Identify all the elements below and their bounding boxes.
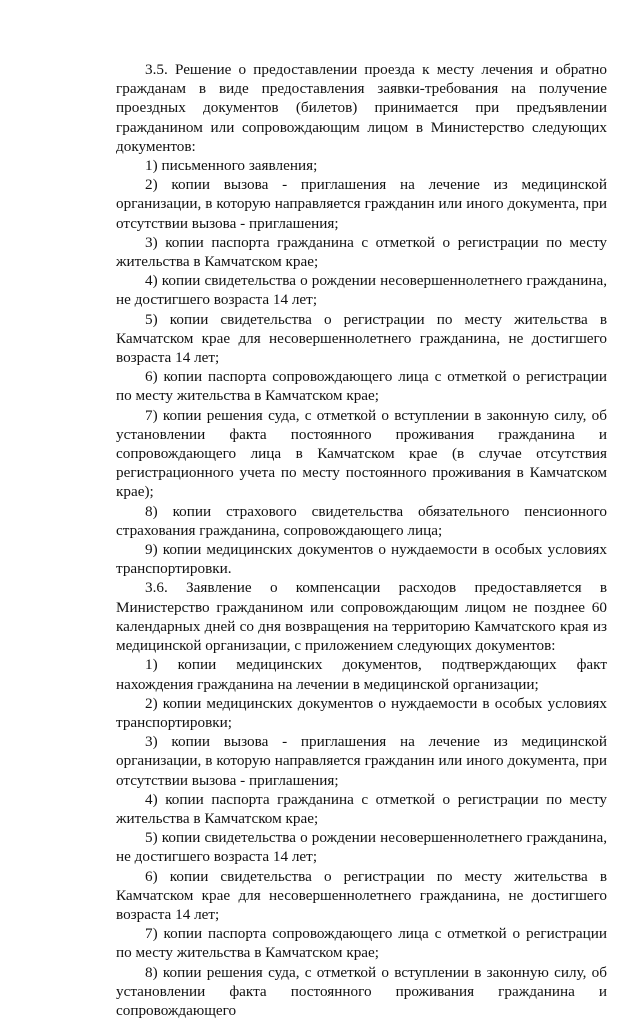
- paragraph-3-6: 3.6. Заявление о компенсации расходов предоставляется в Министерство гражданином или сопровождающим лицом не позднее 60 календарных дней со дня возвращения на территорию Камчатского края из медицинской организации, с приложением следующих документов:: [116, 579, 607, 655]
- paragraph-3-5: 3.5. Решение о предоставлении проезда к месту лечения и обратно гражданам в виде предоставления заявки-требования на получение проездных документов (билетов) принимается при предъявлении гражданином или сопровождающим лицом в Министерство следующих документов:: [116, 61, 607, 155]
- list-item: 4) копии свидетельства о рождении несовершеннолетнего гражданина, не достигшего возраста 14 лет;: [116, 272, 607, 309]
- list-item: 5) копии свидетельства о рождении несовершеннолетнего гражданина, не достигшего возраста 14 лет;: [116, 829, 607, 866]
- list-item: 9) копии медицинских документов о нуждаемости в особых условиях транспортировки.: [116, 541, 607, 578]
- list-item: 2) копии вызова - приглашения на лечение из медицинской организации, в которую направляется гражданин или иного документа, при отсутствии вызова - приглашения;: [116, 176, 607, 232]
- list-item: 6) копии свидетельства о регистрации по месту жительства в Камчатском крае для несовершеннолетнего гражданина, не достигшего возраста 14 лет;: [116, 867, 607, 923]
- document-page: [116, 60, 607, 1020]
- list-item: 7) копии паспорта сопровождающего лица с отметкой о регистрации по месту жительства в Камчатском крае;: [116, 925, 607, 962]
- list-item: 8) копии решения суда, с отметкой о вступлении в законную силу, об установлении факта постоянного проживания гражданина и сопровождающего: [116, 963, 607, 1019]
- list-item: 7) копии решения суда, с отметкой о вступлении в законную силу, об установлении факта постоянного проживания гражданина и сопровождающего лица в Камчатском крае (в случае отсутствия регистрационного учета по месту постоянного проживания в Камчатском крае);: [116, 406, 607, 501]
- list-item: 1) копии медицинских документов, подтверждающих факт нахождения гражданина на лечении в медицинской организации;: [116, 656, 607, 693]
- list-item: 6) копии паспорта сопровождающего лица с отметкой о регистрации по месту жительства в Камчатском крае;: [116, 368, 607, 405]
- list-item: 2) копии медицинских документов о нуждаемости в особых условиях транспортировки;: [116, 694, 607, 731]
- list-item: 3) копии вызова - приглашения на лечение из медицинской организации, в которую направляется гражданин или иного документа, при отсутствии вызова - приглашения;: [116, 733, 607, 789]
- list-item: 4) копии паспорта гражданина с отметкой о регистрации по месту жительства в Камчатском крае;: [116, 790, 607, 827]
- list-item: 1) письменного заявления;: [145, 157, 318, 175]
- list-item: 3) копии паспорта гражданина с отметкой о регистрации по месту жительства в Камчатском крае;: [116, 233, 607, 271]
- list-item: 8) копии страхового свидетельства обязательного пенсионного страхования гражданина, сопровождающего лица;: [116, 502, 607, 539]
- list-item: 5) копии свидетельства о регистрации по месту жительства в Камчатском крае для несовершеннолетнего гражданина, не достигшего возраста 14 лет;: [116, 310, 607, 367]
